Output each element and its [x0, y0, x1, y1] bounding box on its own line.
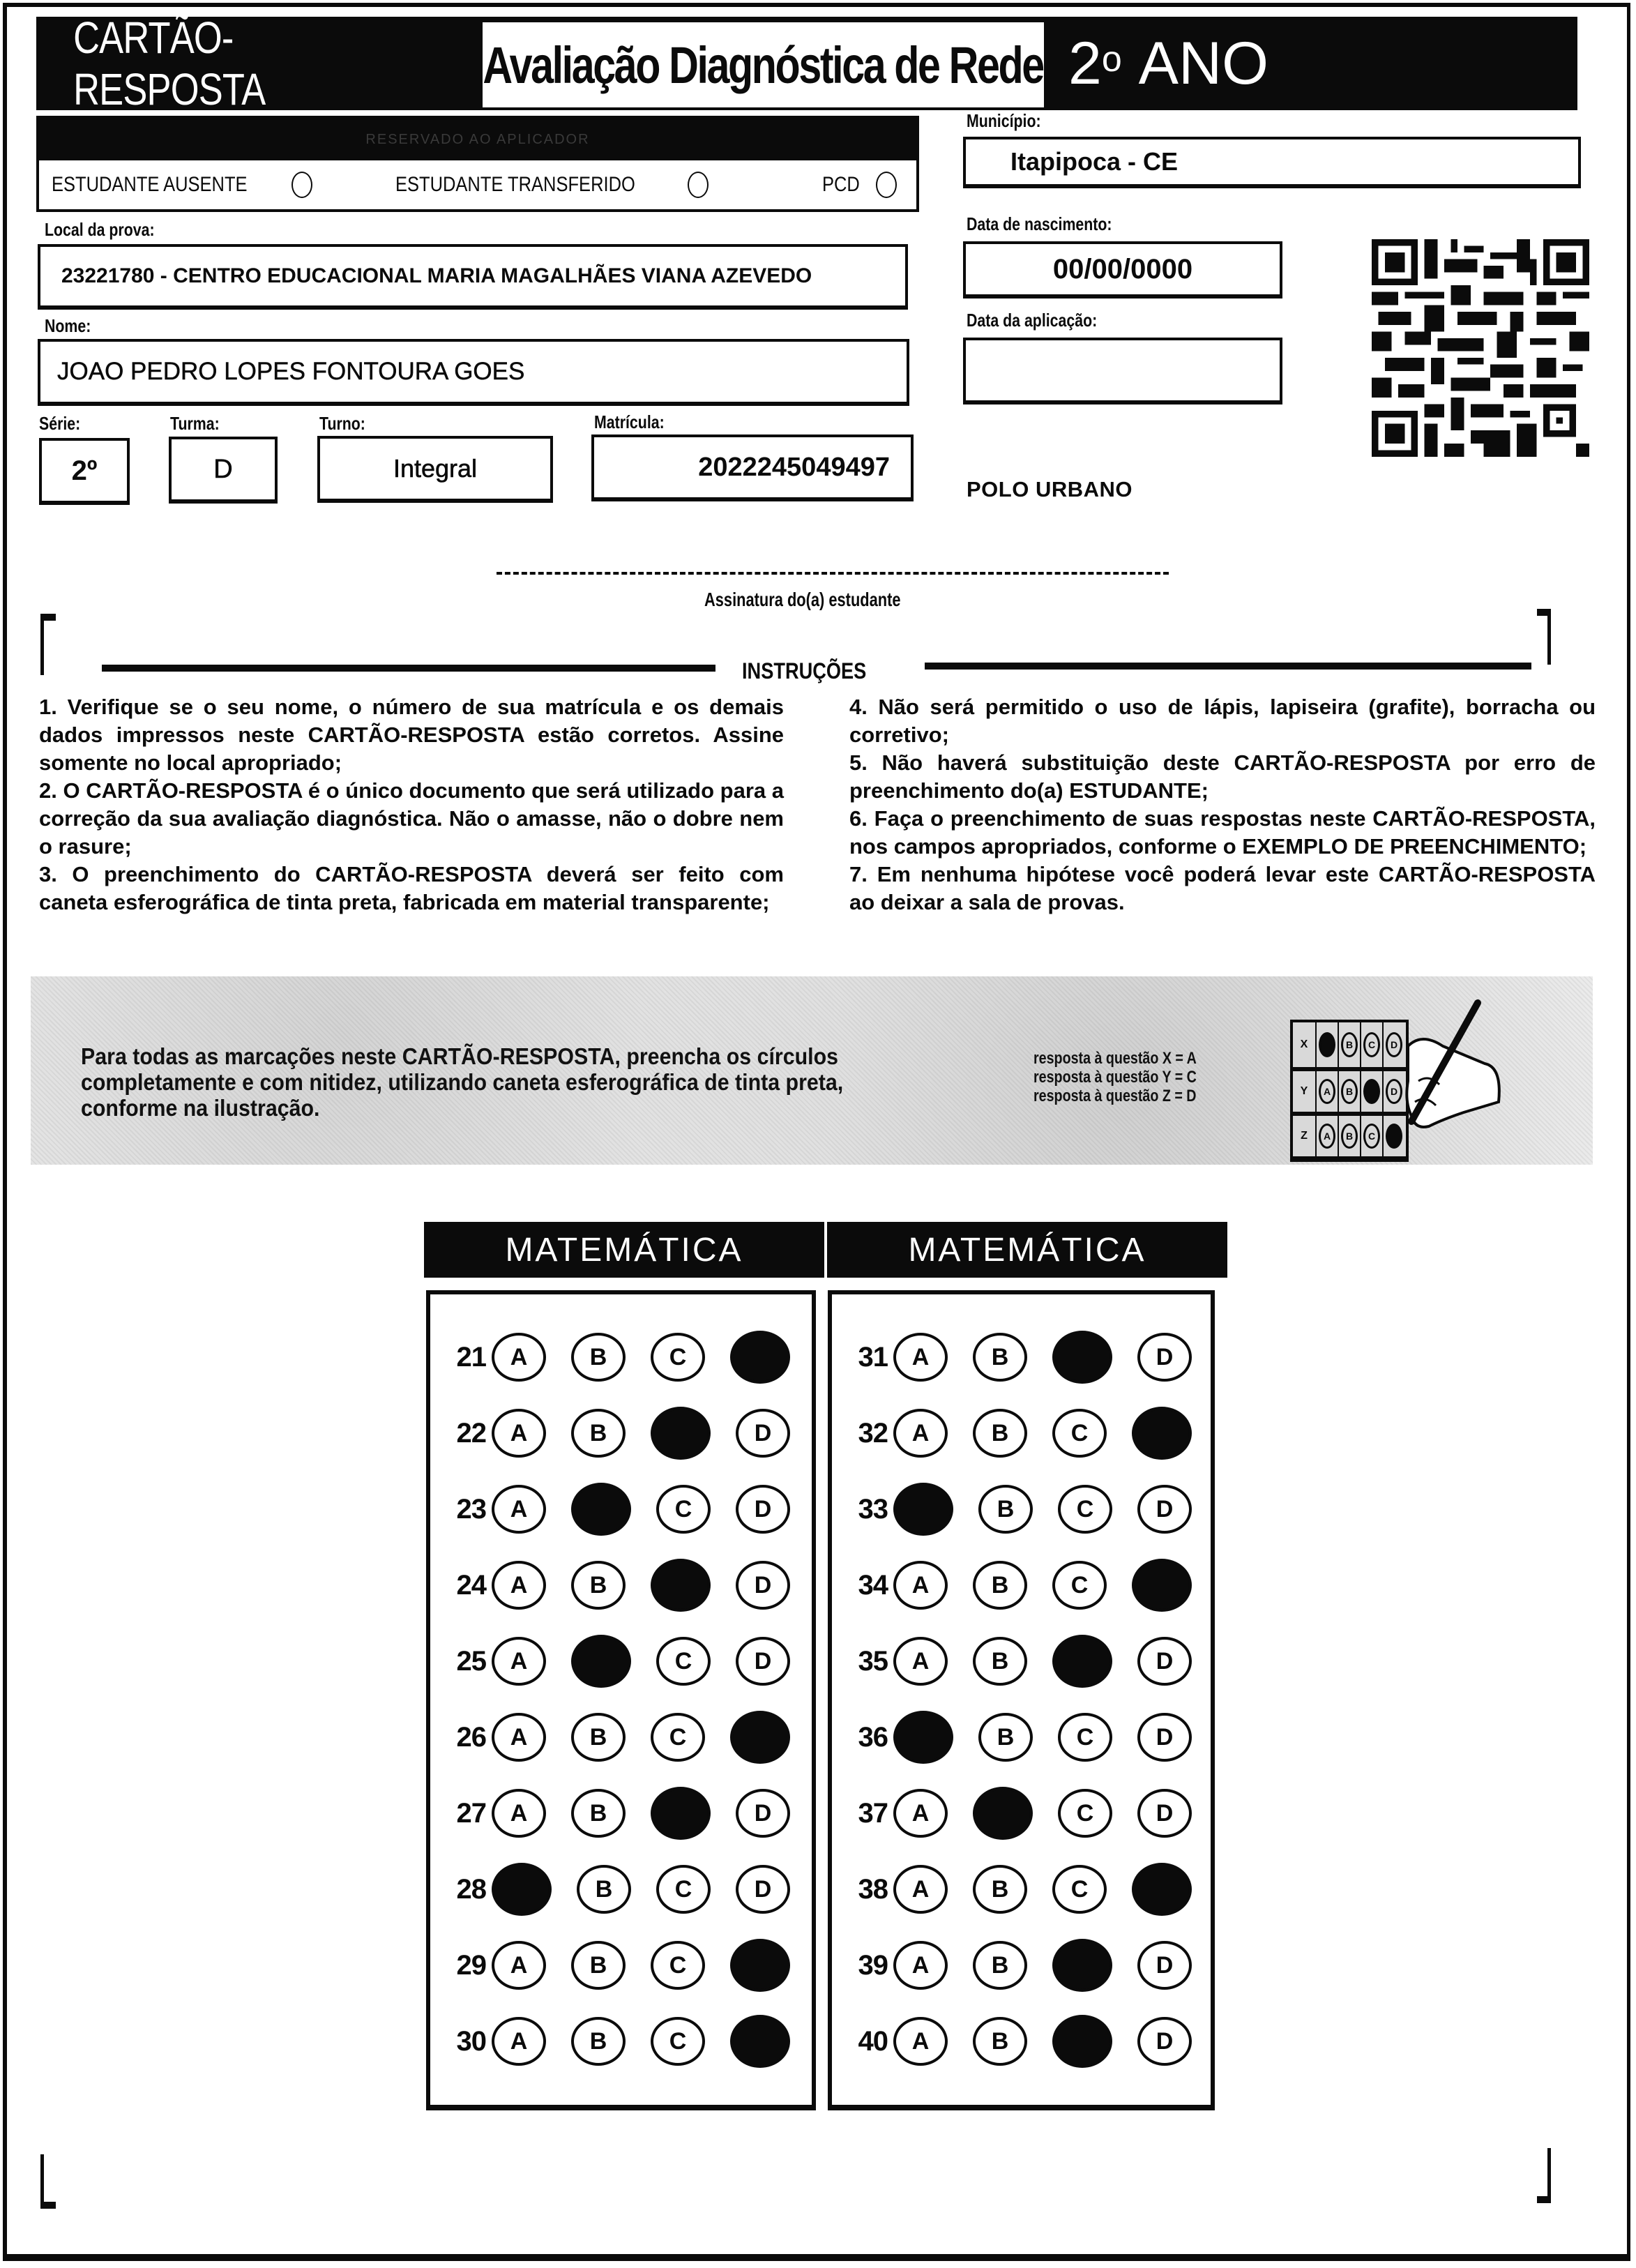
question-number: 31	[858, 1341, 888, 1373]
shift-field: Integral	[317, 436, 553, 503]
series-label: Série:	[39, 413, 81, 434]
answer-bubble-c[interactable]: C	[651, 1333, 705, 1382]
answer-bubble-a[interactable]: A	[492, 1713, 546, 1762]
question-row	[433, 1331, 790, 1384]
answer-bubble-b[interactable]: B	[571, 1333, 626, 1382]
applicator-bar: RESERVADO AO APLICADOR	[39, 119, 916, 160]
answer-bubble-d[interactable]: D	[1137, 2017, 1192, 2066]
answer-bubble-a[interactable]: A	[893, 2017, 948, 2066]
hand-pen-icon	[1380, 997, 1520, 1144]
municipio-label: Município:	[967, 110, 1041, 131]
fill-example-panel	[31, 976, 1593, 1165]
question-row	[433, 1635, 790, 1688]
option-transferred[interactable]: ESTUDANTE TRANSFERIDO	[369, 172, 819, 198]
transferred-bubble[interactable]	[688, 172, 709, 198]
subject-header-1: MATEMÁTICA	[424, 1222, 824, 1278]
name-label: Nome:	[45, 315, 91, 336]
test-location-field: 23221780 - CENTRO EDUCACIONAL MARIA MAGALHÃES VIANA AZEVEDO	[38, 244, 908, 310]
answer-bubble-b[interactable]: B	[577, 1865, 631, 1914]
instruction-item: 4. Não será permitido o uso de lápis, lapiseira (grafite), borracha ou corretivo;	[849, 695, 1596, 747]
municipio-field: Itapipoca - CE	[963, 137, 1581, 188]
question-number: 32	[858, 1417, 888, 1449]
answer-bubble-a[interactable]	[893, 1711, 953, 1764]
example-row-z: Z A B C	[1293, 1112, 1406, 1156]
answer-bubble-a[interactable]: A	[893, 1789, 948, 1838]
question-row	[835, 1863, 1192, 1916]
answer-bubble-d[interactable]: D	[1137, 1713, 1192, 1762]
question-number: 25	[456, 1645, 486, 1677]
question-number: 34	[858, 1569, 888, 1601]
answer-bubble-a[interactable]: A	[492, 1789, 546, 1838]
question-row	[835, 1559, 1192, 1612]
answer-bubble-a[interactable]	[893, 1483, 953, 1536]
signature-line[interactable]	[497, 572, 1169, 575]
question-number: 23	[456, 1493, 486, 1525]
example-row-y: Y A B D	[1293, 1067, 1406, 1112]
answer-bubble-d[interactable]: D	[736, 1865, 790, 1914]
answer-bubble-c[interactable]	[651, 1407, 711, 1460]
instruction-item: 7. Em nenhuma hipótese você poderá levar este CARTÃO-RESPOSTA ao deixar a sala de provas.	[849, 862, 1596, 914]
question-row	[433, 1407, 790, 1460]
question-number: 22	[456, 1417, 486, 1449]
answer-bubble-c[interactable]	[1052, 1331, 1112, 1384]
answer-bubble-b[interactable]: B	[571, 1561, 626, 1610]
question-row	[433, 1863, 790, 1916]
instructions-left-column	[39, 693, 784, 916]
question-number: 37	[858, 1797, 888, 1829]
answer-bubble-d[interactable]: D	[736, 1409, 790, 1458]
signature-label: Assinatura do(a) estudante	[704, 589, 901, 610]
answer-bubble-c[interactable]: C	[651, 2017, 705, 2066]
answer-bubble-d[interactable]: D	[1137, 1485, 1192, 1534]
answer-bubble-d[interactable]: D	[1137, 1941, 1192, 1990]
answer-bubble-c[interactable]: C	[1058, 1485, 1112, 1534]
question-row	[835, 1407, 1192, 1460]
fill-example-text: Para todas as marcações neste CARTÃO-RESPOSTA, preencha os círculos completamente e com nitidez, utilizando caneta esferográfica de tinta preta, conforme na ilustração.	[81, 1043, 844, 1121]
question-number: 21	[456, 1341, 486, 1373]
answer-bubble-b[interactable]	[571, 1635, 631, 1688]
answer-bubble-d[interactable]: D	[736, 1789, 790, 1838]
question-row	[835, 1331, 1192, 1384]
answer-bubble-c[interactable]: C	[1052, 1865, 1107, 1914]
answer-bubble-a[interactable]: A	[492, 1485, 546, 1534]
answer-grid-2	[828, 1290, 1215, 2110]
shift-label: Turno:	[319, 413, 365, 434]
instruction-item: 5. Não haverá substituição deste CARTÃO-RESPOSTA por erro de preenchimento do(a) ESTUDANTE;	[849, 750, 1596, 803]
grade-title: 2 $^o$ ANO	[1068, 29, 1269, 97]
question-row	[433, 2015, 790, 2068]
question-row	[433, 1787, 790, 1840]
question-row	[835, 2015, 1192, 2068]
answer-bubble-a[interactable]: A	[492, 1941, 546, 1990]
application-date-field	[963, 338, 1282, 405]
answer-bubble-c[interactable]: C	[656, 1637, 711, 1686]
answer-bubble-d[interactable]: D	[1137, 1333, 1192, 1382]
answer-bubble-c[interactable]: C	[1052, 1561, 1107, 1610]
instruction-item: 3. O preenchimento do CARTÃO-RESPOSTA deverá ser feito com caneta esferográfica de tinta preta, fabricada em material transparente;	[39, 862, 784, 914]
enrollment-field: 2022245049497	[591, 434, 914, 501]
answer-bubble-b[interactable]: B	[978, 1713, 1033, 1762]
question-number: 26	[456, 1721, 486, 1753]
answer-bubble-b[interactable]	[973, 1787, 1033, 1840]
question-row	[433, 1711, 790, 1764]
answer-bubble-d[interactable]: D	[736, 1561, 790, 1610]
card-title: CARTÃO-RESPOSTA	[73, 13, 266, 114]
answer-bubble-b[interactable]	[571, 1483, 631, 1536]
answer-bubble-b[interactable]: B	[571, 1409, 626, 1458]
instruction-item: 1. Verifique se o seu nome, o número de sua matrícula e os demais dados impressos neste CARTÃO-RESPOSTA estão corretos. Assine somente no local apropriado;	[39, 695, 784, 775]
question-row	[835, 1787, 1192, 1840]
question-row	[835, 1711, 1192, 1764]
answer-bubble-a[interactable]: A	[893, 1333, 948, 1382]
question-row	[433, 1559, 790, 1612]
answer-bubble-a[interactable]: A	[893, 1637, 948, 1686]
instructions-rule-right	[925, 663, 1531, 670]
applicator-box	[36, 116, 919, 212]
answer-bubble-c[interactable]: C	[651, 1713, 705, 1762]
answer-bubble-c[interactable]: C	[656, 1865, 711, 1914]
answer-bubble-b[interactable]: B	[973, 1637, 1027, 1686]
polo-label: POLO URBANO	[967, 477, 1133, 501]
answer-bubble-d[interactable]	[730, 2015, 790, 2068]
question-number: 27	[456, 1797, 486, 1829]
option-pcd[interactable]: PCD	[822, 172, 897, 198]
answer-bubble-c[interactable]	[1052, 2015, 1112, 2068]
answer-bubble-c[interactable]	[1052, 1939, 1112, 1992]
question-number: 30	[456, 2025, 486, 2057]
header-bar	[36, 13, 1577, 114]
question-number: 40	[858, 2025, 888, 2057]
absent-bubble[interactable]	[291, 172, 312, 198]
application-date-label: Data da aplicação:	[967, 310, 1098, 331]
answer-bubble-c[interactable]: C	[1058, 1789, 1112, 1838]
answer-bubble-a[interactable]: A	[492, 1637, 546, 1686]
answer-bubble-c[interactable]: C	[656, 1485, 711, 1534]
answer-grid-1	[426, 1290, 816, 2110]
answer-bubble-b[interactable]: B	[973, 2017, 1027, 2066]
answer-bubble-b[interactable]: B	[571, 1941, 626, 1990]
question-number: 38	[858, 1873, 888, 1905]
answer-bubble-a[interactable]	[492, 1863, 552, 1916]
question-number: 36	[858, 1721, 888, 1753]
answer-bubble-d[interactable]	[730, 1331, 790, 1384]
question-number: 33	[858, 1493, 888, 1525]
answer-bubble-d[interactable]	[1132, 1407, 1192, 1460]
question-number: 28	[456, 1873, 486, 1905]
qr-code-icon	[1372, 239, 1589, 457]
class-field: D	[169, 437, 278, 504]
answer-bubble-d[interactable]	[730, 1939, 790, 1992]
instruction-item: 2. O CARTÃO-RESPOSTA é o único documento que será utilizado para a correção da sua avaliação diagnóstica. Não o amasse, não o dobre nem o rasure;	[39, 778, 784, 859]
name-field: JOAO PEDRO LOPES FONTOURA GOES	[38, 339, 909, 406]
question-number: 29	[456, 1949, 486, 1981]
instructions-title: INSTRUÇÕES	[742, 658, 867, 683]
series-field: 2º	[39, 438, 130, 505]
answer-bubble-b[interactable]: B	[571, 1789, 626, 1838]
answer-bubble-c[interactable]: C	[651, 1941, 705, 1990]
answer-bubble-d[interactable]: D	[1137, 1789, 1192, 1838]
answer-bubble-b[interactable]: B	[973, 1865, 1027, 1914]
corner-mark-top-right	[1537, 609, 1551, 665]
class-label: Turma:	[170, 413, 220, 434]
corner-mark-bottom-right	[1537, 2148, 1551, 2203]
question-row	[835, 1635, 1192, 1688]
answer-bubble-a[interactable]: A	[492, 2017, 546, 2066]
corner-mark-bottom-left	[40, 2154, 56, 2209]
subject-header-2: MATEMÁTICA	[827, 1222, 1227, 1278]
birthdate-field: 00/00/0000	[963, 241, 1282, 298]
answer-bubble-d[interactable]	[1132, 1559, 1192, 1612]
question-row	[433, 1483, 790, 1536]
answer-bubble-a[interactable]: A	[492, 1561, 546, 1610]
answer-bubble-b[interactable]: B	[973, 1409, 1027, 1458]
answer-bubble-d[interactable]	[730, 1711, 790, 1764]
instructions-rule-left	[102, 665, 715, 672]
fill-example-legend: resposta à questão X = A resposta à questão Y = C resposta à questão Z = D	[1033, 1049, 1197, 1105]
answer-bubble-c[interactable]	[651, 1787, 711, 1840]
answer-bubble-a[interactable]: A	[492, 1333, 546, 1382]
test-location-label: Local da prova:	[45, 219, 155, 240]
option-absent[interactable]: ESTUDANTE AUSENTE	[52, 172, 369, 198]
answer-bubble-d[interactable]: D	[736, 1637, 790, 1686]
question-number: 24	[456, 1569, 486, 1601]
answer-bubble-b[interactable]: B	[978, 1485, 1033, 1534]
question-row	[433, 1939, 790, 1992]
answer-bubble-b[interactable]: B	[973, 1333, 1027, 1382]
question-number: 35	[858, 1645, 888, 1677]
answer-bubble-a[interactable]: A	[893, 1941, 948, 1990]
answer-bubble-c[interactable]: C	[1052, 1409, 1107, 1458]
exam-title: Avaliação Diagnóstica de Rede	[483, 22, 1044, 107]
answer-bubble-a[interactable]: A	[893, 1409, 948, 1458]
answer-bubble-b[interactable]: B	[571, 1713, 626, 1762]
question-number: 39	[858, 1949, 888, 1981]
answer-bubble-d[interactable]: D	[736, 1485, 790, 1534]
answer-bubble-a[interactable]: A	[893, 1561, 948, 1610]
corner-mark-top-left	[40, 614, 56, 675]
instruction-item: 6. Faça o preenchimento de suas respostas neste CARTÃO-RESPOSTA, nos campos apropriados, conforme o EXEMPLO DE PREENCHIMENTO;	[849, 806, 1596, 859]
answer-bubble-c[interactable]	[1052, 1635, 1112, 1688]
answer-bubble-b[interactable]: B	[571, 2017, 626, 2066]
answer-bubble-b[interactable]: B	[973, 1941, 1027, 1990]
answer-bubble-c[interactable]	[651, 1559, 711, 1612]
answer-bubble-a[interactable]: A	[492, 1409, 546, 1458]
applicator-options	[39, 160, 916, 209]
pcd-bubble[interactable]	[876, 172, 897, 198]
birthdate-label: Data de nascimento:	[967, 213, 1112, 234]
answer-bubble-c[interactable]: C	[1058, 1713, 1112, 1762]
answer-bubble-d[interactable]: D	[1137, 1637, 1192, 1686]
answer-bubble-a[interactable]: A	[893, 1865, 948, 1914]
answer-bubble-d[interactable]	[1132, 1863, 1192, 1916]
question-row	[835, 1939, 1192, 1992]
enrollment-label: Matrícula:	[594, 411, 665, 432]
instructions-right-column	[849, 693, 1596, 916]
answer-bubble-b[interactable]: B	[973, 1561, 1027, 1610]
example-row-x: X B C D	[1293, 1022, 1406, 1067]
question-row	[835, 1483, 1192, 1536]
